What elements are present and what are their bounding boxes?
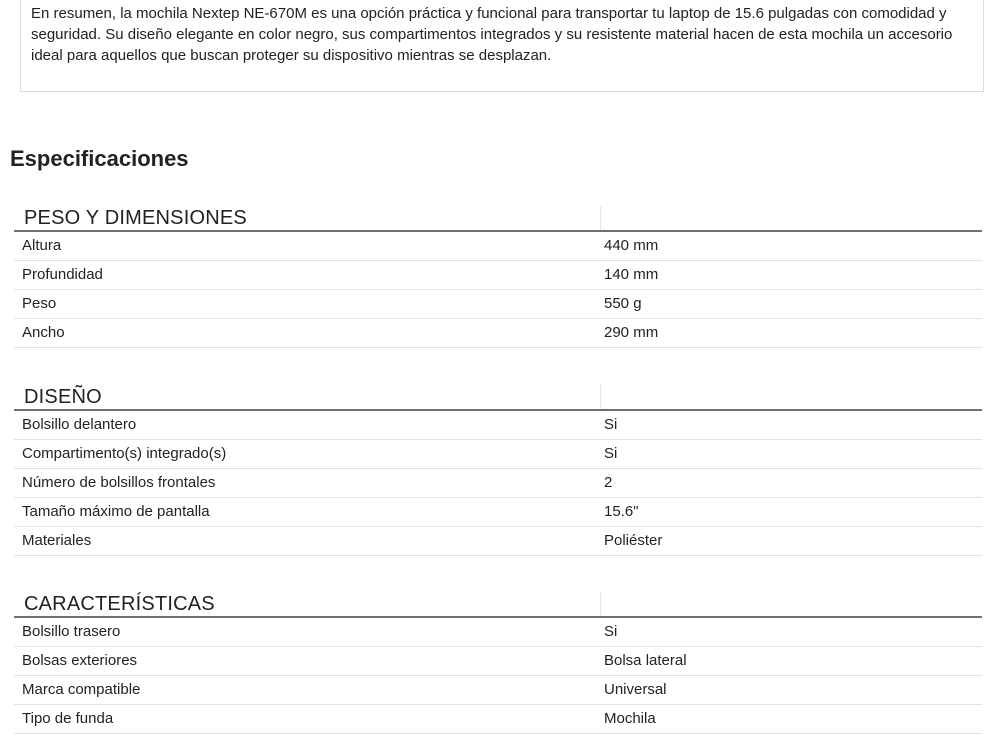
spec-row (14, 319, 982, 348)
spec-label: Ancho (22, 324, 65, 341)
spec-value: Si (604, 416, 618, 433)
spec-label: Marca compatible (22, 681, 141, 698)
spec-value: Si (604, 623, 618, 640)
spec-value: Poliéster (604, 532, 663, 549)
spec-value: 2 (604, 474, 613, 491)
spec-label: Profundidad (22, 266, 103, 283)
spec-value: 290 mm (604, 324, 659, 341)
spec-label: Tamaño máximo de pantalla (22, 503, 210, 520)
spec-label: Bolsillo trasero (22, 623, 121, 640)
spec-label: Tipo de funda (22, 710, 114, 727)
spec-row (14, 411, 982, 440)
spec-label: Compartimento(s) integrado(s) (22, 445, 227, 462)
spec-group-title: CARACTERÍSTICAS (24, 593, 215, 615)
spec-row (14, 290, 982, 319)
spec-value: Universal (604, 681, 667, 698)
spec-row (14, 469, 982, 498)
spec-label: Peso (22, 295, 57, 312)
spec-group-peso-dimensiones (14, 206, 982, 348)
spec-row (14, 498, 982, 527)
spec-group-header (14, 206, 982, 232)
spec-value: 440 mm (604, 237, 659, 254)
spec-row (14, 705, 982, 734)
spec-row (14, 618, 982, 647)
spec-value: Si (604, 445, 618, 462)
spec-row (14, 676, 982, 705)
spec-label: Materiales (22, 532, 92, 549)
spec-value: 15.6" (604, 503, 639, 520)
spec-row (14, 232, 982, 261)
spec-group-header (14, 592, 982, 618)
summary-text: En resumen, la mochila Nextep NE-670M es una opción práctica y funcional para transportar tu laptop de 15.6 pulgadas con comodidad y seguridad. Su diseño elegante en color negro, sus compartimentos integrados y su resistente material hacen de esta mochila un accesorio ideal para aquellos que buscan proteger su dispositivo mientras se desplazan. (31, 5, 953, 64)
spec-value: 140 mm (604, 266, 659, 283)
spec-group-diseno (14, 385, 982, 556)
summary-box (20, 0, 984, 92)
spec-group-title: PESO Y DIMENSIONES (24, 207, 247, 229)
spec-row (14, 440, 982, 469)
spec-label: Bolsas exteriores (22, 652, 138, 669)
spec-value: 550 g (604, 295, 642, 312)
spec-label: Número de bolsillos frontales (22, 474, 216, 491)
spec-label: Altura (22, 237, 62, 254)
spec-value: Bolsa lateral (604, 652, 687, 669)
spec-label: Bolsillo delantero (22, 416, 137, 433)
spec-group-caracteristicas (14, 592, 982, 734)
spec-row (14, 527, 982, 556)
specifications-title: Especificaciones (10, 146, 189, 171)
spec-value: Mochila (604, 710, 656, 727)
spec-group-title: DISEÑO (24, 386, 102, 408)
spec-row (14, 647, 982, 676)
spec-row (14, 261, 982, 290)
spec-group-header (14, 385, 982, 411)
